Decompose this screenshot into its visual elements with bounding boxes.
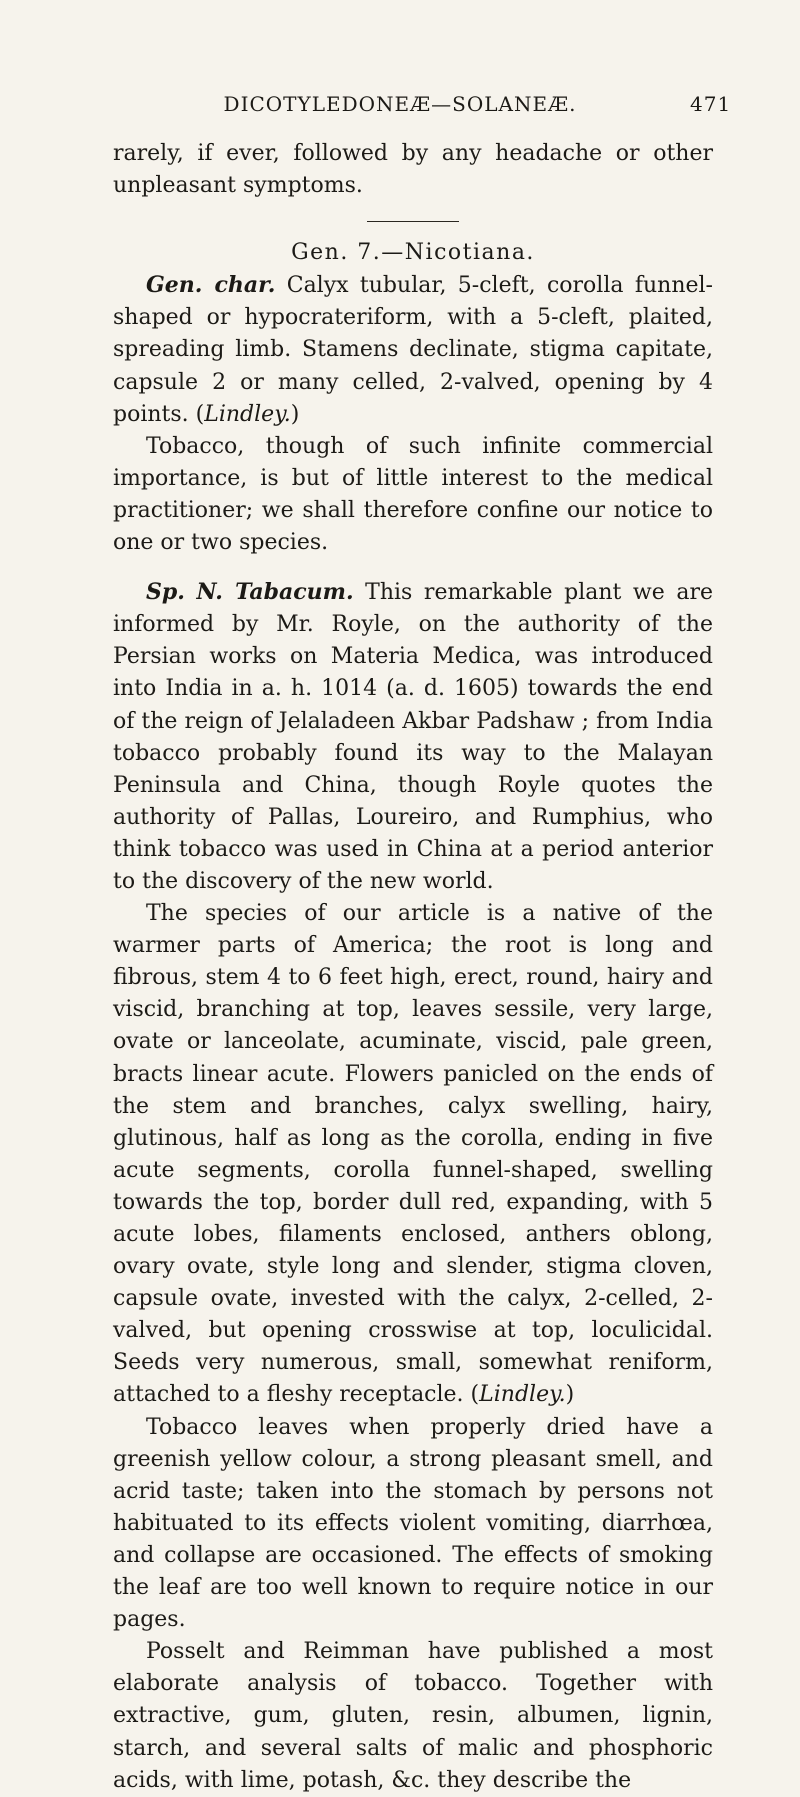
citation-lindley: Lindley. [204,401,291,427]
species-name: N. Tabacum. [196,579,354,606]
paragraph-species-description [113,898,713,1412]
species-text: This remarkable plant we are informed by Mr. Royle, on the authority of the Persian works on Materia Medica, was introduced into India in a. h. 1014 (a. d. 1605) towards the end of the reign of Jelaladeen Akbar Padshaw ; from India tobacco probably found its way to the Malayan Peninsula and China, though Royle quotes the authority of Pallas, Loureiro, and Rumphius, who think tobacco was used in China at a period anterior to the discovery of the new world. [113,580,713,894]
gen-char-label: Gen. char. [146,272,276,299]
paragraph-posselt: Posselt and Reimman have published a most elaborate analysis of tobacco. Together with extractive, gum, gluten, resin, albumen, lignin, starch, and several salts of malic and phosphoric acids, with lime, potash, &c. they describe the [113,1639,713,1793]
close-paren-2: ) [565,1382,575,1408]
body-text [113,138,713,1797]
running-head [0,92,800,116]
species-description-text: The species of our article is a native of the warmer parts of America; the root is long and fibrous, stem 4 to 6 feet high, erect, round, hairy and viscid, branching at top, leaves sessile, very large, ovate or lanceolate, acuminate, viscid, pale green, bracts linear acute. Flowers panicled on the ends of the stem and branches, calyx swelling, hairy, glutinous, half as long as the corolla, ending in five acute segments, corolla funnel-shaped, swelling towards the top, border dull red, expanding, with 5 acute lobes, filaments enclosed, anthers oblong, ovary ovate, style long and slender, stigma cloven, capsule ovate, invested with the calyx, 2-celled, 2-valved, but opening crosswise at top, loculicidal. Seeds very numerous, small, somewhat reniform, attached to a fleshy receptacle. ( [113,901,713,1408]
genus-heading: Gen. 7.—Nicotiana. [291,240,535,266]
paragraph-tobacco-intro: Tobacco, though of such infinite commercial importance, is but of little interest to the medical practitioner; we shall therefore confine our notice to one or two species. [113,433,713,556]
paragraph-continuation: rarely, if ever, followed by any headache or other unpleasant symptoms. [113,141,713,199]
species-label: Sp. [146,579,185,606]
section-divider [367,221,459,222]
paragraph-tobacco-leaves: Tobacco leaves when properly dried have a greenish yellow colour, a strong pleasant smell, and acrid taste; taken into the stomach by persons not habituated to its effects violent vomiting, diarrhœa, and collapse are occasioned. The effects of smoking the leaf are too well known to require notice in our pages. [113,1414,713,1633]
gen-char-text: Calyx tubular, 5-cleft, corolla funnel-shaped or hypocrateriform, with a 5-cleft, plaited, spreading limb. Stamens declinate, stigma capitate, capsule 2 or many celled, 2-valved, opening by 4 points. ( [113,273,713,427]
running-head-title: DICOTYLEDONEÆ—SOLANEÆ. [223,92,577,116]
species-paragraph [113,576,713,898]
citation-lindley-2: Lindley. [479,1382,566,1408]
genus-character [113,269,713,430]
page-number: 471 [690,92,732,116]
close-paren: ) [290,401,300,427]
